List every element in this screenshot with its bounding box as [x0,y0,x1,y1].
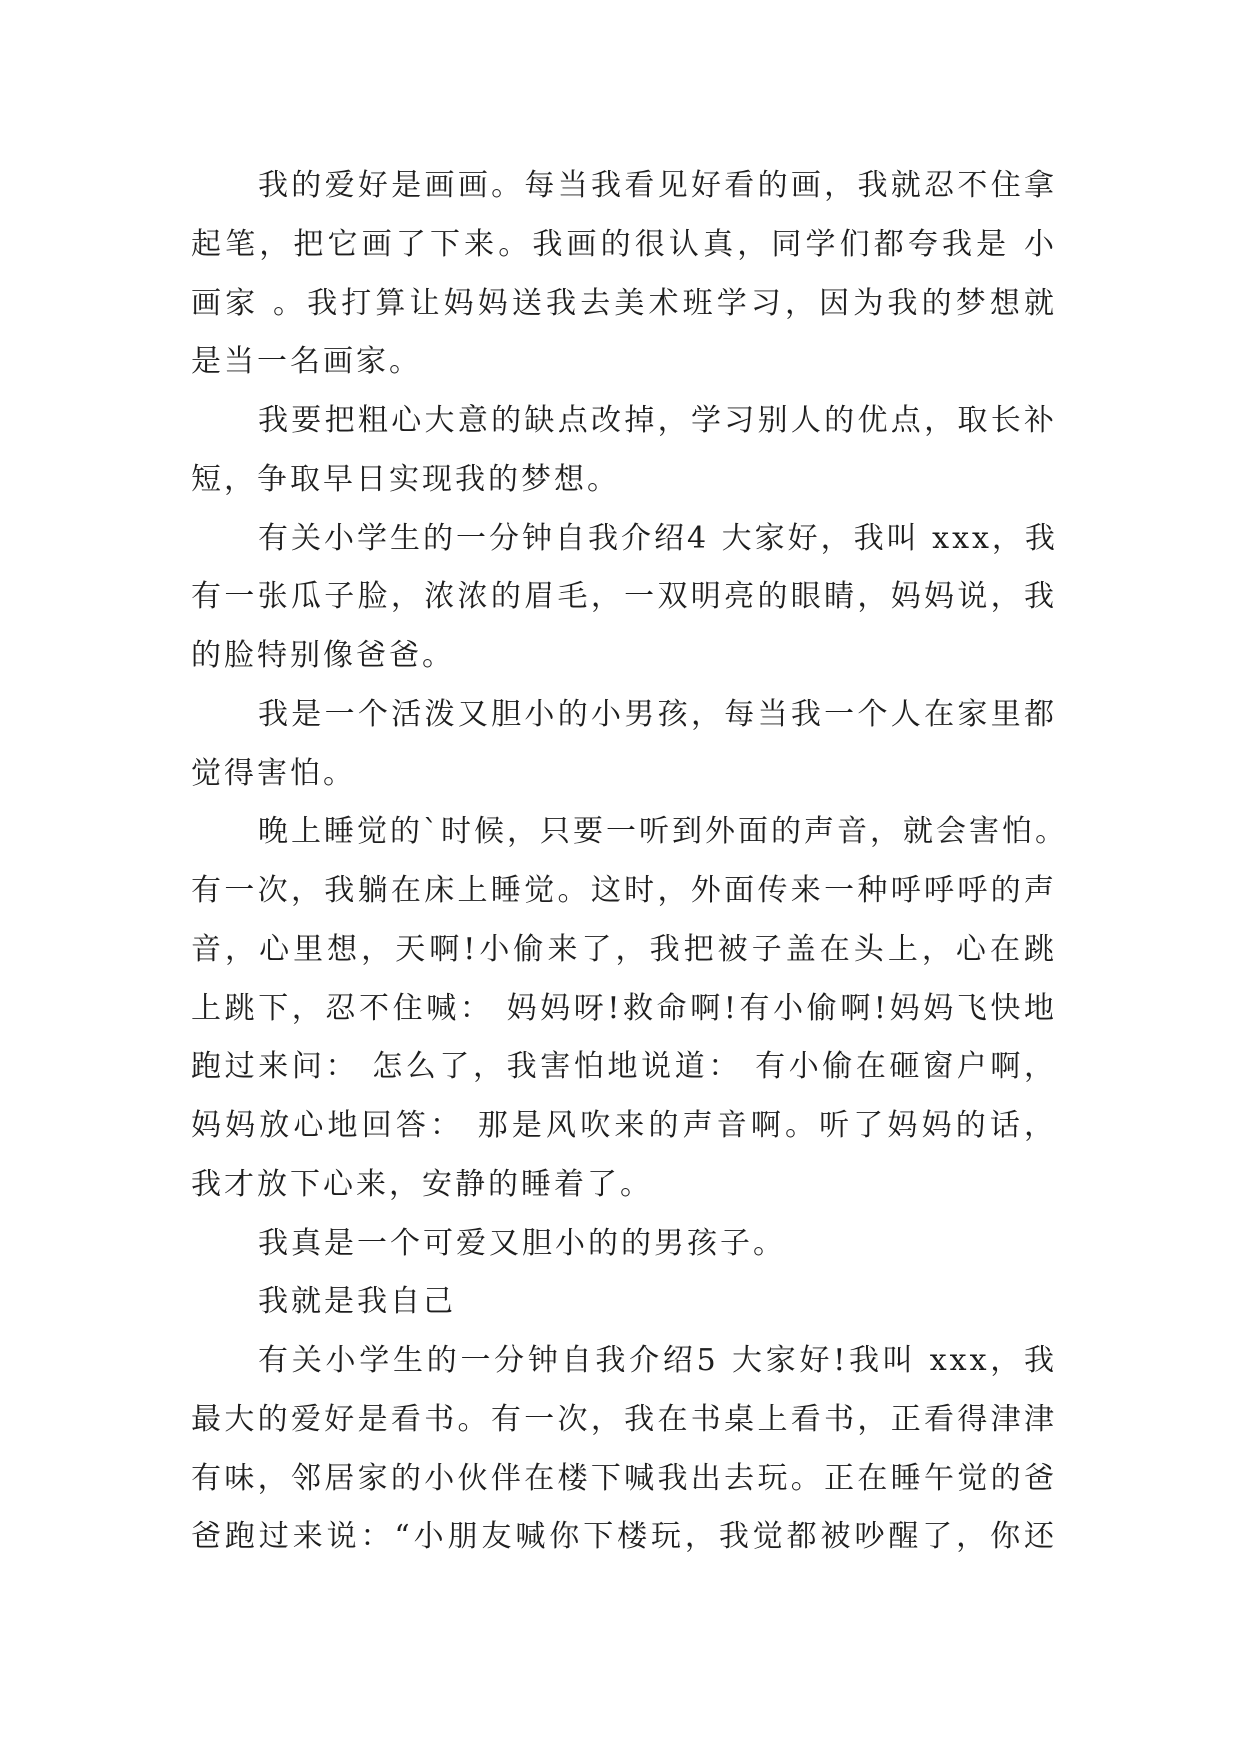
text-line: 我就是我自己 [258,1284,456,1320]
text-line: 最大的爱好是看书。有一次，我在书桌上看书，正看得津津 [191,1401,1057,1437]
text-line: 妈妈放心地回答： 那是风吹来的声音啊。听了妈妈的话， [191,1108,1057,1143]
text-line: 有一次，我躺在床上睡觉。这时，外面传来一种呼呼呼的声 [191,873,1057,908]
text-line: 上跳下，忍不住喊： 妈妈呀!救命啊!有小偷啊!妈妈飞快地 [191,990,1057,1026]
text-line: 是当一名画家。 [191,344,422,380]
text-line: 跑过来问： 怎么了，我害怕地说道： 有小偷在砸窗户啊， [191,1049,1057,1085]
paragraph-cute-boy [191,1215,1057,1274]
document-body [191,157,1068,1567]
text-line: 我真是一个可爱又胆小的的男孩子。 [258,1225,786,1261]
text-line: 短，争取早日实现我的梦想。 [191,461,620,497]
text-line: 有一张瓜子脸，浓浓的眉毛，一双明亮的眼睛，妈妈说，我 [191,579,1057,615]
paragraph-improve-shortcomings [191,392,1057,510]
text-line: 我才放下心来，安静的睡着了。 [191,1166,653,1202]
paragraph-night-story [191,803,1068,1214]
text-line: 我要把粗心大意的缺点改掉，学习别人的优点，取长补 [258,403,1057,438]
text-line: 起笔，把它画了下来。我画的很认真，同学们都夸我是 小 [191,226,1057,262]
text-line: 爸跑过来说：“小朋友喊你下楼玩，我觉都被吵醒了，你还 [191,1519,1057,1555]
text-line: 有味，邻居家的小伙伴在楼下喊我出去玩。正在睡午觉的爸 [191,1460,1057,1496]
text-line: 觉得害怕。 [191,755,356,791]
text-line: 我的爱好是画画。每当我看见好看的画，我就忍不住拿 [258,168,1057,203]
text-line: 我是一个活泼又胆小的小男孩，每当我一个人在家里都 [258,696,1057,732]
paragraph-self-intro-5 [191,1332,1057,1567]
text-line: 晚上睡觉的`时候，只要一听到外面的声音，就会害怕。 [258,814,1068,850]
paragraph-myself [191,1273,1057,1332]
paragraph-hobby-drawing [191,157,1057,392]
text-line: 的脸特别像爸爸。 [191,638,455,673]
paragraph-lively-timid [191,686,1057,804]
paragraph-self-intro-4 [191,510,1057,686]
text-line: 有关小学生的一分钟自我介绍4 大家好，我叫 xxx，我 [258,520,1058,556]
text-line: 音，心里想，天啊!小偷来了，我把被子盖在头上，心在跳 [191,931,1057,967]
text-line: 画家 。我打算让妈妈送我去美术班学习，因为我的梦想就 [191,285,1057,321]
text-line: 有关小学生的一分钟自我介绍5 大家好!我叫 xxx，我 [258,1343,1057,1378]
